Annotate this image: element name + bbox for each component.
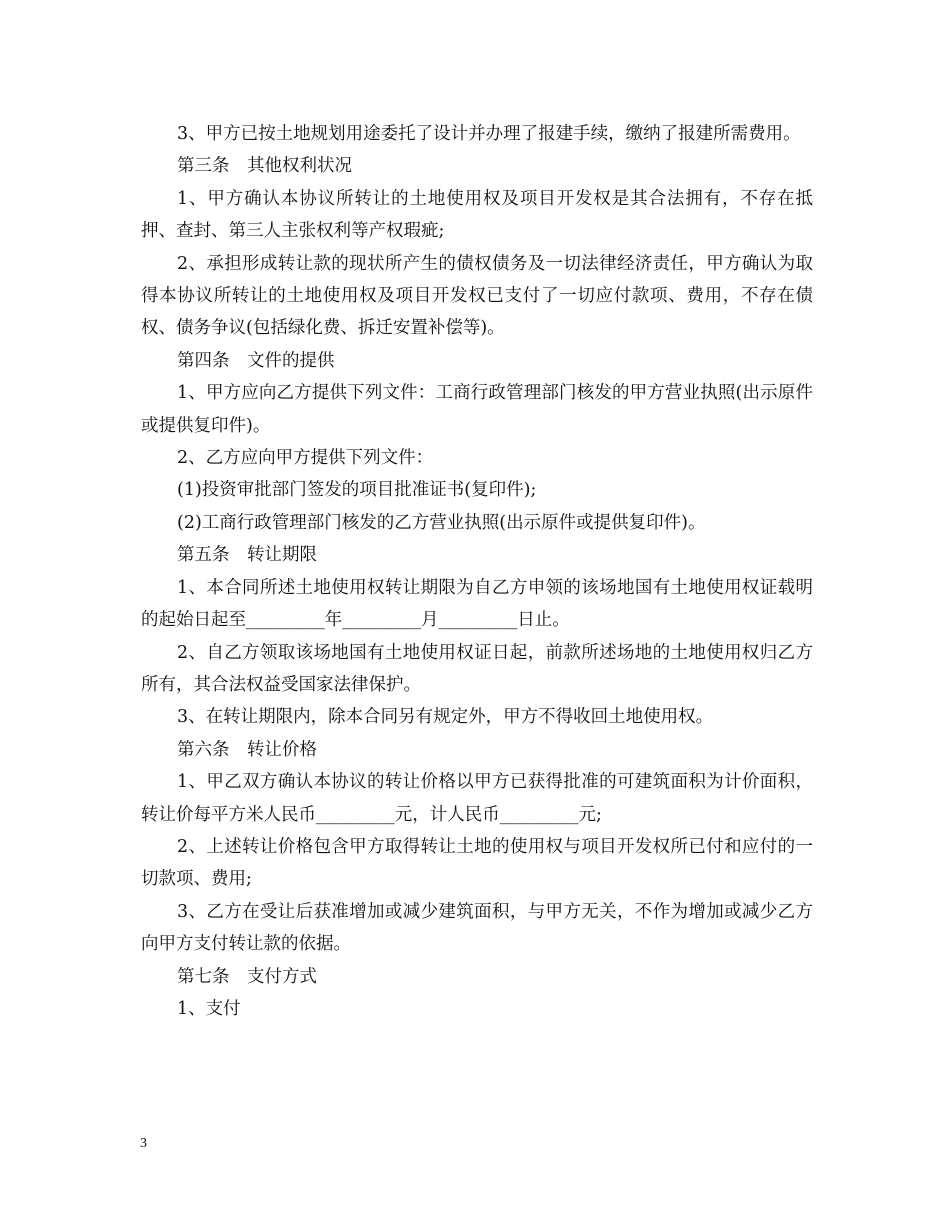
page-number: 3: [140, 1136, 147, 1151]
paragraph-5: 2、乙方应向甲方提供下列文件：: [177, 448, 434, 469]
paragraph-12: 2、上述转让价格包含甲方取得转让土地的使用权与项目开发权所已付和应付的一切款项、费用;: [141, 836, 813, 890]
paragraph-4: 1、甲方应向乙方提供下列文件：工商行政管理部门核发的甲方营业执照(出示原件或提供复印件)。: [141, 383, 813, 436]
paragraph-1: 3、甲方已按土地规划用途委托了设计并办理了报建手续，缴纳了报建所需费用。: [177, 124, 801, 144]
paragraph-11: 1、甲乙双方确认本协议的转让价格以甲方已获得批准的可建筑面积为计价面积，转让价每平方米人民币_________元，计人民币_________元;: [141, 772, 813, 825]
paragraph-14: 1、支付: [177, 998, 241, 1019]
section-heading-article-3: 第三条 其他权利状况: [177, 156, 352, 177]
paragraph-13: 3、乙方在受让后获准增加或减少建筑面积，与甲方无关，不作为增加或减少乙方向甲方支付转让款的依据。: [141, 901, 813, 955]
paragraph-8: 1、本合同所述土地使用权转让期限为自乙方申领的该场地国有土地使用权证载明的起始日起至_________年_________月_________日止。: [141, 577, 813, 631]
paragraph-10: 3、在转让期限内，除本合同另有规定外，甲方不得收回土地使用权。: [177, 707, 714, 728]
paragraph-2: 1、甲方确认本协议所转让的土地使用权及项目开发权是其合法拥有，不存在抵押、查封、第三人主张权利等产权瑕疵;: [141, 188, 813, 242]
section-heading-article-7: 第七条 支付方式: [177, 966, 317, 987]
section-heading-article-4: 第四条 文件的提供: [177, 350, 335, 371]
paragraph-9: 2、自乙方领取该场地国有土地使用权证日起，前款所述场地的土地使用权归乙方所有，其合法权益受国家法律保护。: [141, 642, 813, 695]
document-body: [141, 118, 813, 1025]
paragraph-7: (2)工商行政管理部门核发的乙方营业执照(出示原件或提供复印件)。: [177, 512, 706, 533]
section-heading-article-5: 第五条 转让期限: [177, 545, 317, 566]
section-heading-article-6: 第六条 转让价格: [177, 739, 317, 760]
paragraph-3: 2、承担形成转让款的现状所产生的债权债务及一切法律经济责任，甲方确认为取得本协议所转让的土地使用权及项目开发权已支付了一切应付款项、费用，不存在债权、债务争议(包括绿化费、拆迁安置补偿等)。: [141, 253, 813, 339]
paragraph-6: (1)投资审批部门签发的项目批准证书(复印件);: [177, 480, 537, 501]
